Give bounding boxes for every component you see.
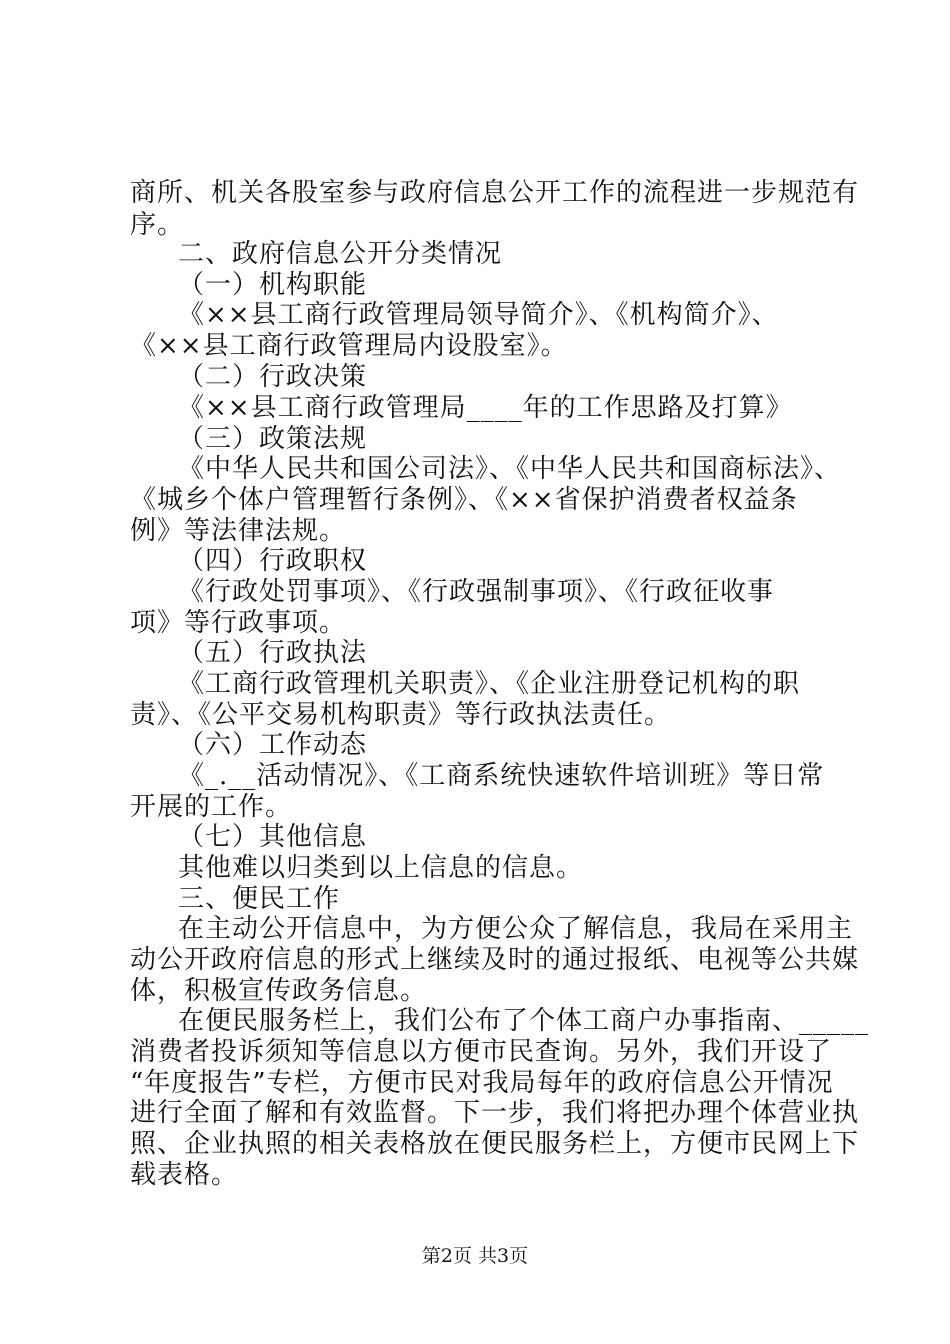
text-line: 《××县工商行政管理局领导简介》、《机构简介》、 <box>178 300 779 330</box>
text-line: 其他难以归类到以上信息的信息。 <box>178 853 584 883</box>
text-line: 消费者投诉须知等信息以方便市民查询。另外，我们开设了 <box>130 1037 833 1067</box>
text-line: 在主动公开信息中，为方便公众了解信息，我局在采用主 <box>178 914 854 944</box>
text-line: 体，积极宣传政务信息。 <box>130 976 428 1006</box>
text-line: 照、企业执照的相关表格放在便民服务栏上，方便市民网上下 <box>130 1129 860 1159</box>
text-line: 《_.__活动情况》、《工商系统快速软件培训班》等日常 <box>178 761 825 791</box>
text-line: 在便民服务栏上，我们公布了个体工商户办事指南、_____ <box>178 1006 870 1036</box>
subsection-heading: （五）行政执法 <box>178 638 368 668</box>
subsection-heading: （一）机构职能 <box>178 270 368 300</box>
text-line: 《城乡个体户管理暂行条例》、《××省保护消费者权益条 <box>130 485 798 515</box>
subsection-heading: （二）行政决策 <box>178 362 368 392</box>
subsection-heading: （三）政策法规 <box>178 424 368 454</box>
text-line: 《中华人民共和国公司法》、《中华人民共和国商标法》、 <box>178 454 842 484</box>
section-heading: 二、政府信息公开分类情况 <box>178 239 503 269</box>
section-heading: 三、便民工作 <box>178 884 341 914</box>
text-line: 项》等行政事项。 <box>130 608 347 638</box>
text-line: 责》、《公平交易机构职责》等行政执法责任。 <box>130 700 672 730</box>
subsection-heading: （七）其他信息 <box>178 822 368 852</box>
text-line: 序。 <box>130 210 185 240</box>
text-line: 《行政处罚事项》、《行政强制事项》、《行政征收事 <box>178 577 775 607</box>
text-line: 进行全面了解和有效监督。下一步，我们将把办理个体营业执 <box>130 1098 860 1128</box>
text-line: 《××县工商行政管理局____年的工作思路及打算》 <box>178 393 793 423</box>
subsection-heading: （四）行政职权 <box>178 546 368 576</box>
text-line: 例》等法律法规。 <box>130 516 347 546</box>
page-footer: 第2页 共3页 <box>421 1245 529 1267</box>
text-line: 商所、机关各股室参与政府信息公开工作的流程进一步规范有 <box>130 178 860 208</box>
text-line: “年度报告”专栏，方便市民对我局每年的政府信息公开情况 <box>130 1068 834 1098</box>
text-line: 《工商行政管理机关职责》、《企业注册登记机构的职 <box>178 669 801 699</box>
text-line: 开展的工作。 <box>130 792 293 822</box>
text-line: 动公开政府信息的形式上继续及时的通过报纸、电视等公共媒 <box>130 945 860 975</box>
subsection-heading: （六）工作动态 <box>178 730 368 760</box>
text-line: 载表格。 <box>130 1160 239 1190</box>
text-line: 《××县工商行政管理局内设股室》。 <box>130 331 568 361</box>
